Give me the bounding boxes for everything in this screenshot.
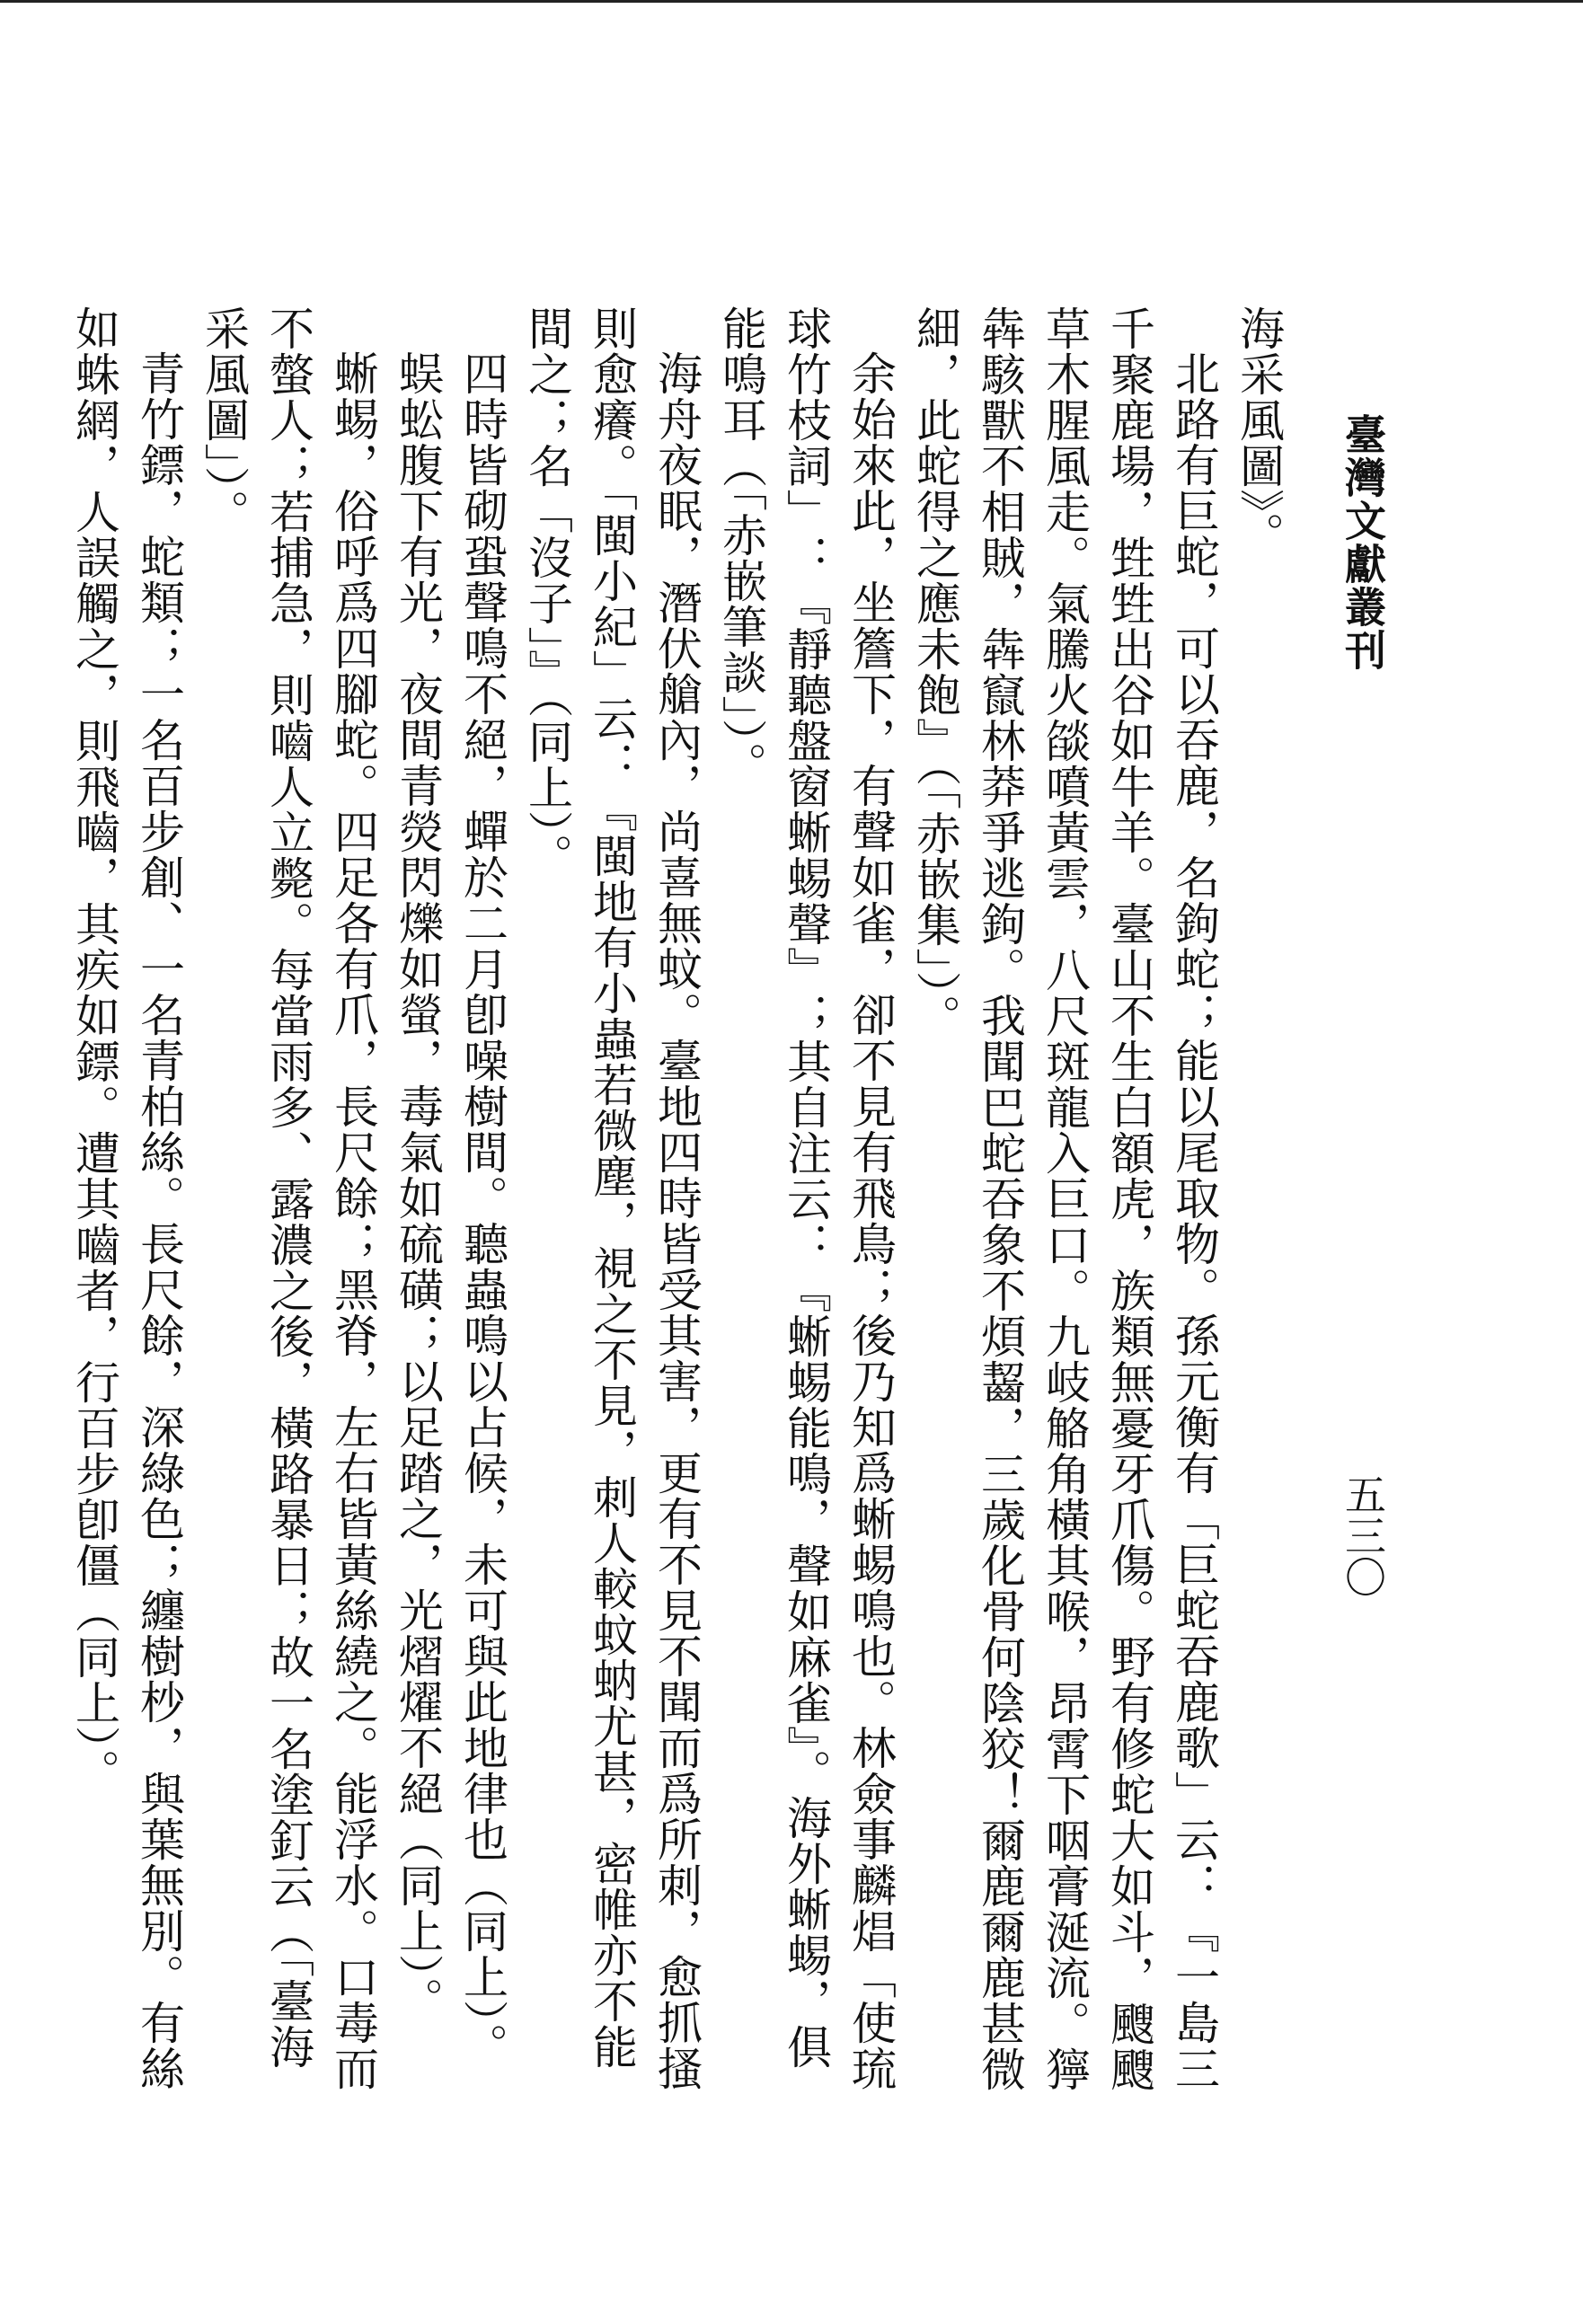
book-title-header: 臺灣文獻叢刊 [1339, 413, 1387, 672]
top-border-line [0, 0, 1583, 3]
paragraph: 北路有巨蛇，可以吞鹿，名鉤蛇；能以尾取物。孫元衡有「巨蛇吞鹿歌」云：『一島三千聚鹿場，甡甡出谷如牛羊。臺山不生白額虎，族類無憂牙爪傷。野有修蛇大如斗，颼颼草木腥風走。氣騰火燄噴黃雲，八尺斑龍入巨口。九岐觡角橫其喉，昂霄下咽膏涎流。獰犇駭獸不相賊，犇竄林莽爭逃鉤。我聞巴蛇吞象不煩齧，三歲化骨何陰狡！爾鹿爾鹿甚微細，此蛇得之應未飽』（「赤嵌集」）。 [909, 305, 1220, 2092]
paragraph: 青竹鏢，蛇類；一名百步創、一名青柏絲。長尺餘，深綠色；纏樹杪，與葉無別。有絲如蛛網，人誤觸之，則飛嚙，其疾如鏢。遭其嚙者，行百步卽僵（同上）。 [68, 305, 185, 2091]
paragraph: 蜈蚣腹下有光，夜間青熒閃爍如螢，毒氣如硫磺；以足踏之，光熠燿不絕（同上）。 [392, 350, 444, 2023]
section-title-fragment: 海采風圖》。 [1233, 305, 1285, 558]
page-number: 五三〇 [1339, 1473, 1387, 1597]
paragraph: 四時皆砌蛩聲鳴不絕，蟬於二月卽噪樹間。聽蟲鳴以占候，未可與此地律也（同上）。 [456, 350, 509, 2069]
paragraph: 余始來此，坐簷下，有聲如雀，卻不見有飛鳥；後乃知爲蜥蜴鳴也。林僉事麟焻「使琉球竹枝詞」：『靜聽盤窗蜥蜴聲』；其自注云：『蜥蜴能鳴，聲如麻雀』。海外蜥蜴，俱能鳴耳（「赤嵌筆談」）。 [715, 305, 897, 2091]
vertical-text-body [68, 305, 1291, 2102]
paragraph: 蜥蜴，俗呼爲四腳蛇。四足各有爪，長尺餘；黑脊，左右皆黃絲繞之。能浮水。口毒而不螫人；若捕急，則嚙人立斃。每當雨多、露濃之後，橫路暴日；故一名塗釘云（「臺海采風圖」）。 [198, 305, 379, 2091]
paragraph: 海舟夜眠，潛伏艙內，尚喜無蚊。臺地四時皆受其害，更有不見不聞而爲所刺，愈抓搔則愈癢。「閩小紀」云：『閩地有小蟲若微塵，視之不見，刺人較蚊蚋尤甚，密帷亦不能間之；名「沒子」』（同上）。 [521, 305, 703, 2091]
